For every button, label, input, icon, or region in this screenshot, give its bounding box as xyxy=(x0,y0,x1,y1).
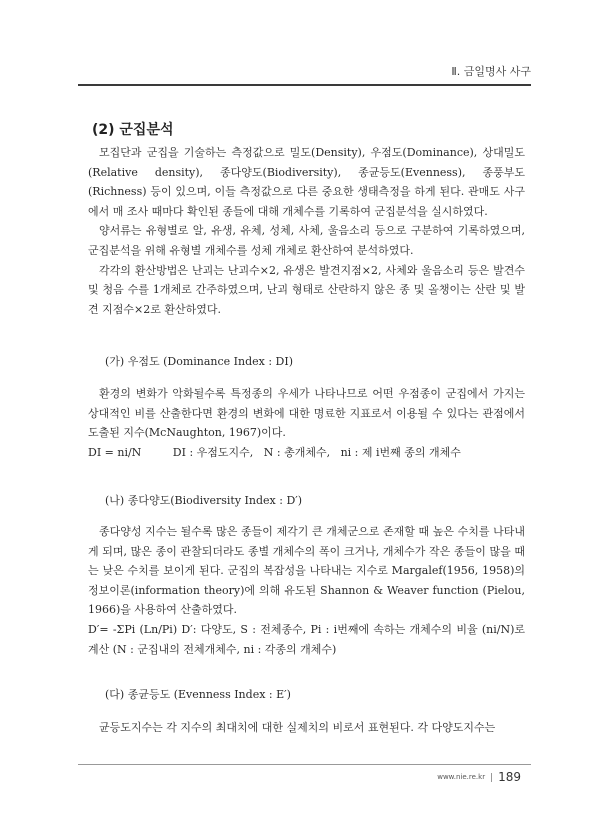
diversity-block xyxy=(88,522,525,659)
header-rule xyxy=(78,84,531,86)
page-number: 189 xyxy=(498,770,521,784)
footer-divider xyxy=(491,773,492,782)
site-url: www.nie.re.kr xyxy=(437,773,486,781)
dominance-formula: DI = ni/N DI : 우점도지수, N : 총개체수, ni : 제 i번째 종의 개체수 xyxy=(88,445,461,459)
diversity-formula: D′= -ΣPi (Ln/Pi) D′: 다양도, S : 전체종수, Pi : i번째에 속하는 개체수의 비율 (ni/N)로 계산 (N : 군집내의 전체개체수, ni : 각종의 개체수) xyxy=(88,622,525,656)
diversity-paragraph: 종다양성 지수는 될수록 많은 종들이 제각기 큰 개체군으로 존재할 때 높은 수치를 나타내게 되며, 많은 종이 관찰되더라도 종별 개체수의 폭이 크거나, 개체수가 작은 종들이 많을 때는 낮은 수치를 보이게 된다. 군집의 복잡성을 나타내는 지수로 Margalef(1956, 1958)의 정보이론(information theory)에 의해 유도된 Shannon & Weaver function (Pielou, 1966)을 사용하여 산출하였다. xyxy=(88,525,525,617)
dominance-block xyxy=(88,384,525,462)
footer-rule xyxy=(78,764,531,765)
running-header: Ⅱ. 금일명사 사구 xyxy=(451,65,531,78)
intro-block xyxy=(88,143,525,319)
evenness-heading: (다) 종균등도 (Evenness Index : E′) xyxy=(105,688,291,701)
page-footer xyxy=(437,770,521,784)
intro-paragraph-3: 각각의 환산방법은 난괴는 난괴수×2, 유생은 발견지점×2, 사체와 울음소리 등은 발견수 및 청음 수를 1개체로 간주하였으며, 난괴 형태로 산란하지 않은 종 및 올챙이는 산란 및 발견 지점수×2로 환산하였다. xyxy=(88,263,525,316)
dominance-heading: (가) 우점도 (Dominance Index : DI) xyxy=(105,355,293,368)
dominance-paragraph: 환경의 변화가 악화될수록 특정종의 우세가 나타나므로 어떤 우점종이 군집에서 가지는 상대적인 비를 산출한다면 환경의 변화에 대한 명료한 지표로서 이용될 수 있다는 관점에서 도출된 지수(McNaughton, 1967)이다. xyxy=(88,387,525,440)
evenness-block xyxy=(88,718,525,738)
evenness-paragraph: 균등도지수는 각 지수의 최대치에 대한 실제치의 비로서 표현된다. 각 다양도지수는 xyxy=(99,721,496,734)
section-heading: (2) 군집분석 xyxy=(92,122,174,138)
intro-paragraph-2: 양서류는 유형별로 알, 유생, 유체, 성체, 사체, 울음소리 등으로 구분하여 기록하였으며, 군집분석을 위해 유형별 개체수를 성체 개체로 환산하여 분석하였다. xyxy=(88,224,525,257)
intro-paragraph-1: 모집단과 군집을 기술하는 측정값으로 밀도(Density), 우점도(Dominance), 상대밀도(Relative density), 종다양도(Biodiversity), 종균등도(Evenness), 종풍부도(Richness) 등이 있으며, 이들 측정값으로 다른 중요한 생태측정을 하게 된다. 관매도 사구에서 매 조사 때마다 확인된 종들에 대해 개체수를 기록하여 군집분석을 실시하였다. xyxy=(88,146,525,218)
diversity-heading: (나) 종다양도(Biodiversity Index : D′) xyxy=(105,494,303,507)
